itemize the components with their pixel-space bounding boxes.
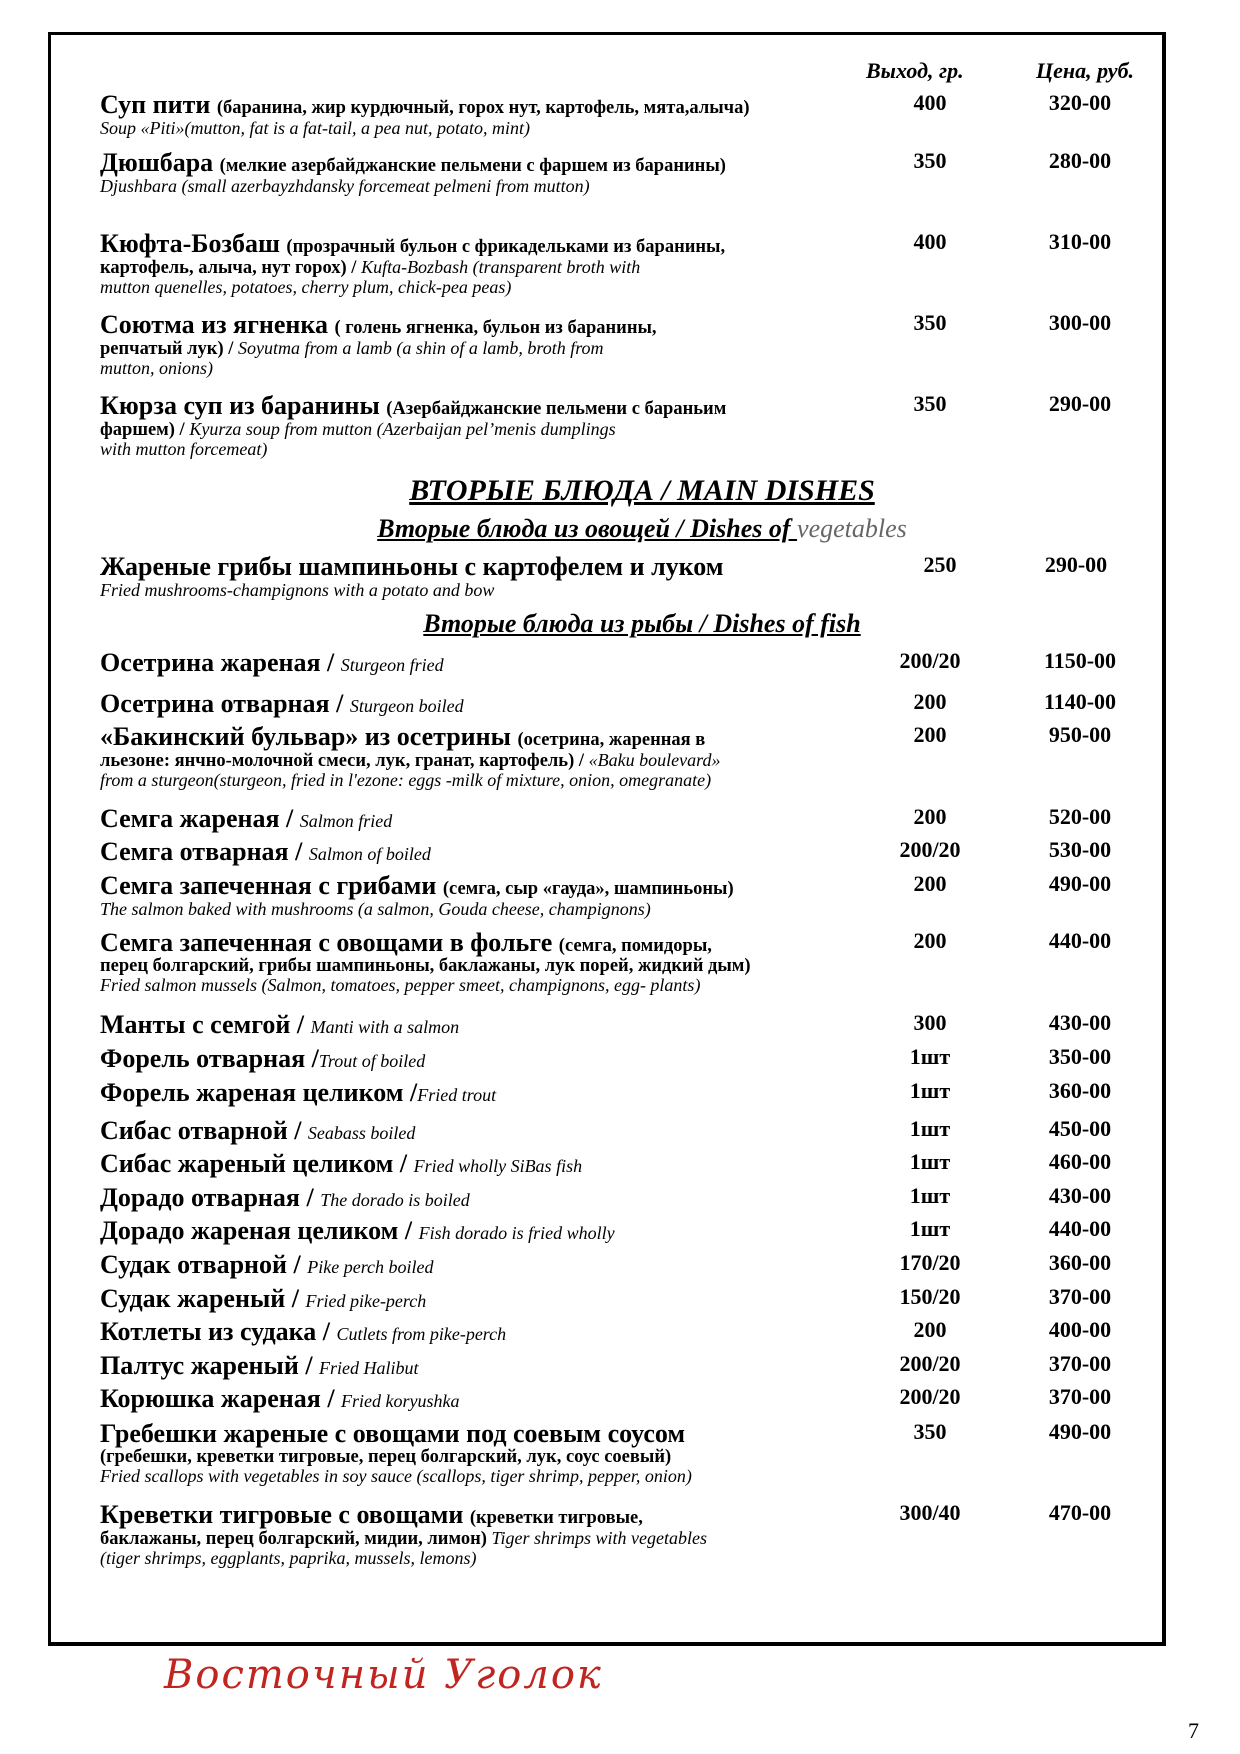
item-line	[100, 1351, 890, 1381]
item-price: 460-00	[1048, 1149, 1112, 1174]
item-english-text: Fried Halibut	[319, 1358, 419, 1378]
item-english-text: Fried mushrooms-champignons with a potato and bow	[100, 580, 495, 600]
item-text	[100, 722, 890, 791]
item-price: 280-00	[1048, 148, 1112, 173]
item-russian-text: (гребешки, креветки тигровые, перец болгарский, лук, соус соевый)	[100, 1447, 672, 1467]
item-english-text: The salmon baked with mushrooms (a salmon, Gouda cheese, champignons)	[100, 899, 651, 919]
item-russian-text: (креветки тигровые,	[469, 1508, 643, 1528]
restaurant-logo: Восточный Уголок	[164, 1652, 603, 1698]
item-russian-text: (Азербайджанские пельмени с бараньим	[386, 399, 727, 419]
item-price: 430-00	[1048, 1010, 1112, 1035]
item-english-text: Kufta-Bozbash (transparent broth with	[361, 257, 641, 277]
item-price: 440-00	[1048, 928, 1112, 953]
item-weight: 350	[913, 391, 947, 416]
item-weight: 1шт	[909, 1216, 951, 1241]
item-line	[100, 1419, 890, 1449]
item-russian-text: Семга запеченная с грибами	[100, 871, 443, 900]
item-text	[100, 90, 890, 139]
item-text	[100, 1078, 890, 1108]
item-english-text: Manti with a salmon	[310, 1017, 460, 1037]
item-line	[100, 722, 890, 752]
vegetables-subheading-word: vegetables	[797, 514, 907, 543]
item-english-text: Soyutma from a lamb (a shin of a lamb, broth from	[238, 338, 604, 358]
item-weight: 200/20	[899, 648, 961, 673]
item-text	[100, 1010, 890, 1040]
item-line	[100, 277, 890, 298]
item-weight: 400	[913, 90, 947, 115]
item-russian-text: (семга, помидоры,	[558, 936, 712, 956]
item-text	[100, 1044, 890, 1074]
item-weight: 200/20	[899, 837, 961, 862]
item-line	[100, 1528, 890, 1550]
item-text	[100, 1116, 890, 1146]
item-line	[100, 552, 890, 582]
item-line	[100, 1044, 890, 1074]
item-weight: 1шт	[909, 1149, 951, 1174]
item-english-text: Tiger shrimps with vegetables	[491, 1528, 708, 1548]
item-russian-text: Семга запеченная с овощами в фольге	[100, 928, 559, 957]
item-line	[100, 358, 890, 379]
item-price: 520-00	[1048, 804, 1112, 829]
item-english-text: The dorado is boiled	[320, 1190, 470, 1210]
item-weight: 150/20	[899, 1284, 961, 1309]
item-english-text: Fried pike-perch	[305, 1291, 427, 1311]
item-price: 400-00	[1048, 1317, 1112, 1342]
item-russian-text: Соютма из ягненка	[100, 310, 335, 339]
item-line	[100, 871, 890, 901]
item-text	[100, 837, 890, 867]
item-russian-text: Семга отварная /	[100, 837, 309, 866]
item-price: 320-00	[1048, 90, 1112, 115]
item-price: 1140-00	[1043, 689, 1117, 714]
item-text	[100, 1183, 890, 1213]
item-line	[100, 837, 890, 867]
item-weight: 1шт	[909, 1044, 951, 1069]
item-line	[100, 956, 890, 977]
item-line	[100, 419, 890, 441]
item-russian-text: Судак жареный /	[100, 1284, 306, 1313]
item-weight: 200	[913, 804, 947, 829]
item-text	[100, 1419, 890, 1487]
item-russian-text: Креветки тигровые с овощами	[100, 1500, 470, 1529]
item-russian-text: Сибас отварной /	[100, 1116, 308, 1145]
item-english-text: Fried scallops with vegetables in soy sauce (scallops, tiger shrimp, pepper, onion)	[100, 1466, 692, 1486]
item-russian-text: Осетрина отварная /	[100, 689, 350, 718]
item-line	[100, 899, 890, 920]
item-line	[100, 1149, 890, 1179]
item-line	[100, 928, 890, 958]
item-price: 370-00	[1048, 1351, 1112, 1376]
item-weight: 200/20	[899, 1384, 961, 1409]
item-price: 310-00	[1048, 229, 1112, 254]
item-line	[100, 648, 890, 678]
item-russian-text: Дорадо жареная целиком /	[100, 1216, 419, 1245]
item-russian-text: Кюфта-Бозбаш	[100, 229, 287, 258]
item-weight: 200	[913, 871, 947, 896]
item-price: 430-00	[1048, 1183, 1112, 1208]
item-weight: 200	[913, 689, 947, 714]
item-text	[100, 1284, 890, 1314]
price-column-header: Цена, руб.	[1036, 58, 1135, 83]
item-russian-text: Жареные грибы шампиньоны с картофелем и луком	[100, 552, 724, 581]
item-russian-text: Дорадо отварная /	[100, 1183, 321, 1212]
item-english-text: Salmon of boiled	[308, 844, 431, 864]
item-weight: 1шт	[909, 1116, 951, 1141]
item-price: 360-00	[1048, 1250, 1112, 1275]
item-text	[100, 928, 890, 996]
item-price: 300-00	[1048, 310, 1112, 335]
item-weight: 1шт	[909, 1183, 951, 1208]
fish-subheading	[22, 609, 1240, 639]
item-line	[100, 338, 890, 360]
item-english-text: Fish dorado is fried wholly	[418, 1223, 615, 1243]
item-english-text: Soup «Piti»(mutton, fat is a fat-tail, a pea nut, potato, mint)	[100, 118, 530, 138]
item-english-text: (tiger shrimps, eggplants, paprika, mussels, lemons)	[100, 1548, 477, 1568]
item-english-text: Sturgeon boiled	[349, 696, 464, 716]
item-weight: 1шт	[909, 1078, 951, 1103]
item-russian-text: Форель отварная /	[100, 1044, 319, 1073]
item-price: 370-00	[1048, 1384, 1112, 1409]
item-price: 450-00	[1048, 1116, 1112, 1141]
item-english-text: Fried trout	[417, 1085, 497, 1105]
weight-column-header: Выход, гр.	[866, 58, 964, 83]
item-russian-text: баклажаны, перец болгарский, мидии, лимон)	[100, 1529, 492, 1549]
item-price: 1150-00	[1043, 648, 1117, 673]
item-weight: 200	[913, 1317, 947, 1342]
item-english-text: Pike perch boiled	[307, 1257, 434, 1277]
item-russian-text: (семга, сыр «гауда», шампиньоны)	[442, 879, 734, 899]
item-line	[100, 1384, 890, 1414]
item-text	[100, 1317, 890, 1347]
item-line	[100, 689, 890, 719]
item-line	[100, 1466, 890, 1487]
item-price: 360-00	[1048, 1078, 1112, 1103]
item-price: 470-00	[1048, 1500, 1112, 1525]
item-line	[100, 580, 890, 601]
item-russian-text: Сибас жареный целиком /	[100, 1149, 414, 1178]
item-russian-text: Корюшка жареная /	[100, 1384, 342, 1413]
item-weight: 250	[923, 552, 957, 577]
item-text	[100, 1351, 890, 1381]
item-english-text: Fried wholly SiBas fish	[413, 1156, 583, 1176]
item-weight: 350	[913, 310, 947, 335]
item-line	[100, 975, 890, 996]
item-weight: 300	[913, 1010, 947, 1035]
item-line	[100, 257, 890, 279]
item-english-text: Fried salmon mussels (Salmon, tomatoes, pepper smeet, champignons, egg- plants)	[100, 975, 701, 995]
item-price: 370-00	[1048, 1284, 1112, 1309]
item-price: 350-00	[1048, 1044, 1112, 1069]
item-price: 490-00	[1048, 1419, 1112, 1444]
item-russian-text: Гребешки жареные с овощами под соевым соусом	[100, 1419, 686, 1448]
item-english-text: Djushbara (small azerbayzhdansky forcemeat pelmeni from mutton)	[100, 176, 590, 196]
item-english-text: Salmon fried	[299, 811, 393, 831]
item-text	[100, 1149, 890, 1179]
item-weight: 170/20	[899, 1250, 961, 1275]
item-line	[100, 148, 890, 178]
item-line	[100, 1317, 890, 1347]
item-weight: 200	[913, 722, 947, 747]
item-price: 530-00	[1048, 837, 1112, 862]
item-russian-text: перец болгарский, грибы шампиньоны, баклажаны, лук порей, жидкий дым)	[100, 956, 751, 976]
item-russian-text: Форель жареная целиком /	[100, 1078, 418, 1107]
item-russian-text: фаршем) /	[100, 420, 190, 440]
item-russian-text: Семга жареная /	[100, 804, 300, 833]
item-line	[100, 391, 890, 421]
item-price: 490-00	[1048, 871, 1112, 896]
item-text	[100, 1216, 890, 1246]
item-line	[100, 1447, 890, 1468]
item-russian-text: Манты с семгой /	[100, 1010, 311, 1039]
item-russian-text: репчатый лук) /	[100, 339, 239, 359]
item-english-text: Kyurza soup from mutton (Azerbaijan pel’menis dumplings	[189, 419, 616, 439]
item-text	[100, 1500, 890, 1569]
page-number: 7	[1188, 1718, 1199, 1743]
item-english-text: «Baku boulevard»	[588, 750, 721, 770]
item-price: 290-00	[1048, 391, 1112, 416]
item-text	[100, 229, 890, 298]
item-russian-text: картофель, алыча, нут горох) /	[100, 258, 362, 278]
item-russian-text: ( голень ягненка, бульон из баранины,	[334, 318, 657, 338]
item-weight: 200/20	[899, 1351, 961, 1376]
item-line	[100, 1250, 890, 1280]
item-english-text: with mutton forcemeat)	[100, 439, 268, 459]
item-line	[100, 118, 890, 139]
item-russian-text: Осетрина жареная /	[100, 648, 341, 677]
item-english-text: mutton quenelles, potatoes, cherry plum, chick-pea peas)	[100, 277, 512, 297]
item-text	[100, 804, 890, 834]
item-line	[100, 1116, 890, 1146]
item-russian-text: Судак отварной /	[100, 1250, 308, 1279]
item-line	[100, 1548, 890, 1569]
item-russian-text: (баранина, жир курдючный, горох нут, картофель, мята,алыча)	[216, 98, 750, 118]
item-russian-text: «Бакинский бульвар» из осетрины	[100, 722, 518, 751]
item-text	[100, 552, 890, 601]
item-text	[100, 648, 890, 678]
item-line	[100, 310, 890, 340]
vegetables-subheading-text: Вторые блюда из овощей / Dishes of	[377, 514, 798, 543]
item-line	[100, 439, 890, 460]
item-english-text: Trout of boiled	[318, 1051, 426, 1071]
item-russian-text: Кюрза суп из баранины	[100, 391, 387, 420]
item-russian-text: Котлеты из судака /	[100, 1317, 337, 1346]
item-english-text: Seabass boiled	[307, 1123, 416, 1143]
item-text	[100, 1384, 890, 1414]
item-price: 440-00	[1048, 1216, 1112, 1241]
item-russian-text: льезоне: янчно-молочной смеси, лук, гранат, картофель) /	[100, 751, 589, 771]
fish-subheading-text: Вторые блюда из рыбы / Dishes of fish	[423, 609, 861, 638]
item-english-text: Cutlets from pike-perch	[336, 1324, 507, 1344]
item-russian-text: (прозрачный бульон с фрикадельками из баранины,	[286, 237, 726, 257]
item-weight: 400	[913, 229, 947, 254]
item-russian-text: (мелкие азербайджанские пельмени с фаршем из баранины)	[219, 156, 726, 176]
item-line	[100, 1284, 890, 1314]
item-line	[100, 770, 890, 791]
item-russian-text: (осетрина, жаренная в	[517, 730, 706, 750]
item-english-text: from a sturgeon(sturgeon, fried in l'ezone: eggs -milk of mixture, onion, omegranate)	[100, 770, 712, 790]
item-line	[100, 1216, 890, 1246]
item-line	[100, 90, 890, 120]
item-line	[100, 1500, 890, 1530]
item-text	[100, 871, 890, 920]
item-price: 950-00	[1048, 722, 1112, 747]
item-english-text: Fried koryushka	[341, 1391, 460, 1411]
item-weight: 350	[913, 1419, 947, 1444]
item-text	[100, 391, 890, 460]
item-text	[100, 689, 890, 719]
item-line	[100, 1183, 890, 1213]
item-text	[100, 1250, 890, 1280]
item-line	[100, 229, 890, 259]
item-line	[100, 1078, 890, 1108]
item-line	[100, 750, 890, 772]
item-weight: 350	[913, 148, 947, 173]
item-price: 290-00	[1044, 552, 1108, 577]
vegetables-subheading	[22, 514, 1240, 544]
item-line	[100, 804, 890, 834]
item-line	[100, 1010, 890, 1040]
item-text	[100, 310, 890, 379]
item-weight: 200	[913, 928, 947, 953]
item-russian-text: Дюшбара	[100, 148, 220, 177]
item-russian-text: Суп пити	[100, 90, 217, 119]
item-text	[100, 148, 890, 197]
item-english-text: mutton, onions)	[100, 358, 214, 378]
item-english-text: Sturgeon fried	[340, 655, 444, 675]
item-line	[100, 176, 890, 197]
main-dishes-heading: ВТОРЫЕ БЛЮДА / MAIN DISHES	[409, 474, 875, 507]
item-weight: 300/40	[899, 1500, 961, 1525]
item-russian-text: Палтус жареный /	[100, 1351, 320, 1380]
